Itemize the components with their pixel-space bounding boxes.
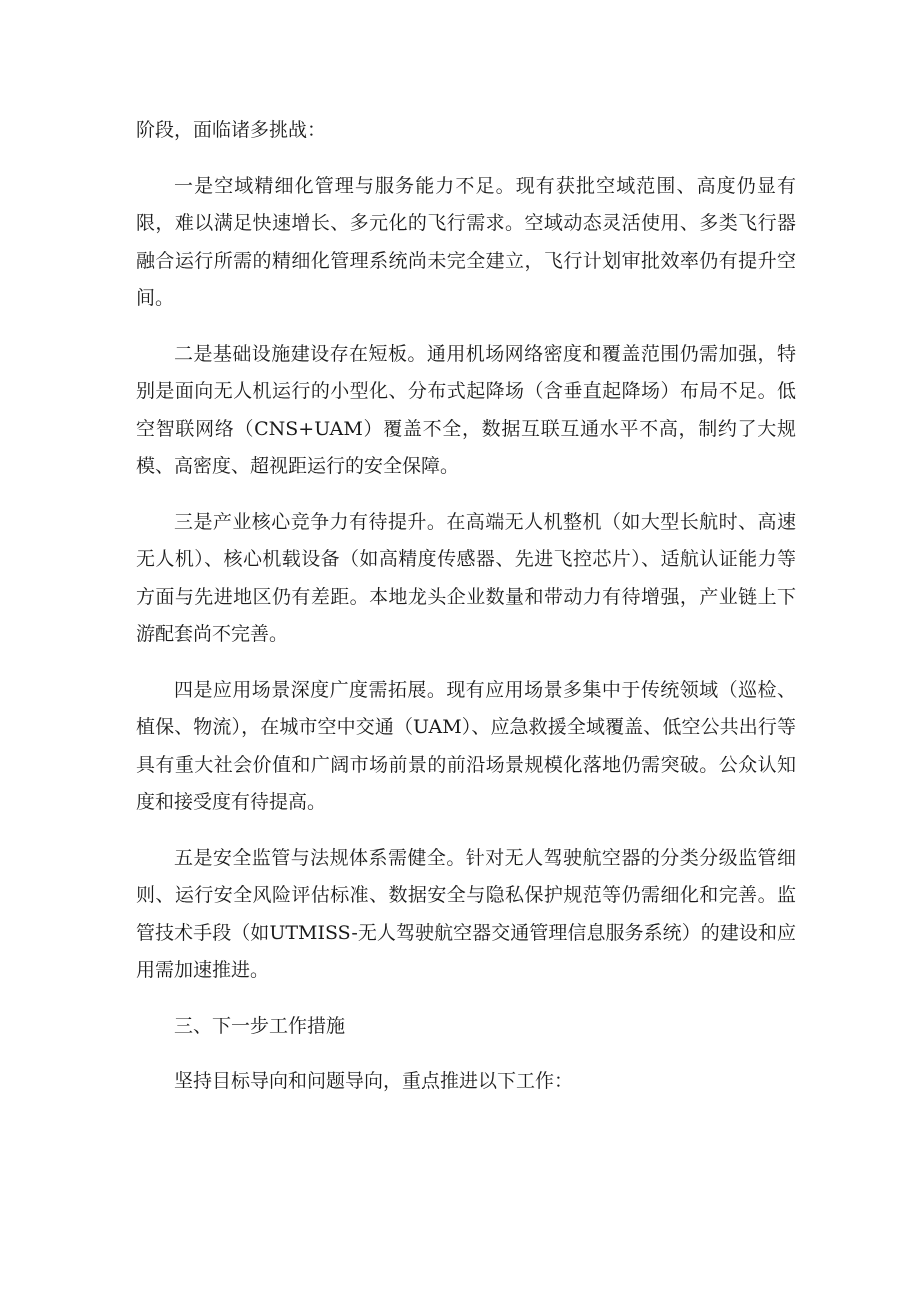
paragraph-challenge-regulation: 五是安全监管与法规体系需健全。针对无人驾驶航空器的分类分级监管细则、运行安全风险评估标准、数据安全与隐私保护规范等仍需细化和完善。监管技术手段（如UTMISS-无人驾驶航空器交通管理信息服务系统）的建设和应用需加速推进。 (136, 846, 796, 981)
paragraph-challenge-airspace: 一是空域精细化管理与服务能力不足。现有获批空域范围、高度仍显有限，难以满足快速增长、多元化的飞行需求。空域动态灵活使用、多类飞行器融合运行所需的精细化管理系统尚未完全建立，飞行计划审批效率仍有提升空间。 (136, 174, 796, 309)
paragraph-continuation: 阶段，面临诸多挑战： (136, 119, 327, 141)
paragraph-next-steps-intro: 坚持目标导向和问题导向，重点推进以下工作： (174, 1070, 574, 1092)
paragraph-challenge-industry: 三是产业核心竞争力有待提升。在高端无人机整机（如大型长航时、高速无人机）、核心机载设备（如高精度传感器、先进飞控芯片）、适航认证能力等方面与先进地区仍有差距。本地龙头企业数量和带动力有待增强，产业链上下游配套尚不完善。 (136, 510, 796, 645)
paragraph-challenge-infrastructure: 二是基础设施建设存在短板。通用机场网络密度和覆盖范围仍需加强，特别是面向无人机运行的小型化、分布式起降场（含垂直起降场）布局不足。低空智联网络（CNS+UAM）覆盖不全，数据互联互通水平不高，制约了大规模、高密度、超视距运行的安全保障。 (136, 342, 796, 477)
paragraph-challenge-scenarios: 四是应用场景深度广度需拓展。现有应用场景多集中于传统领域（巡检、植保、物流），在城市空中交通（UAM）、应急救援全域覆盖、低空公共出行等具有重大社会价值和广阔市场前景的前沿场景规模化落地仍需突破。公众认知度和接受度有待提高。 (136, 678, 796, 813)
section-heading-next-steps: 三、下一步工作措施 (174, 1014, 346, 1037)
document-body (136, 112, 796, 1119)
